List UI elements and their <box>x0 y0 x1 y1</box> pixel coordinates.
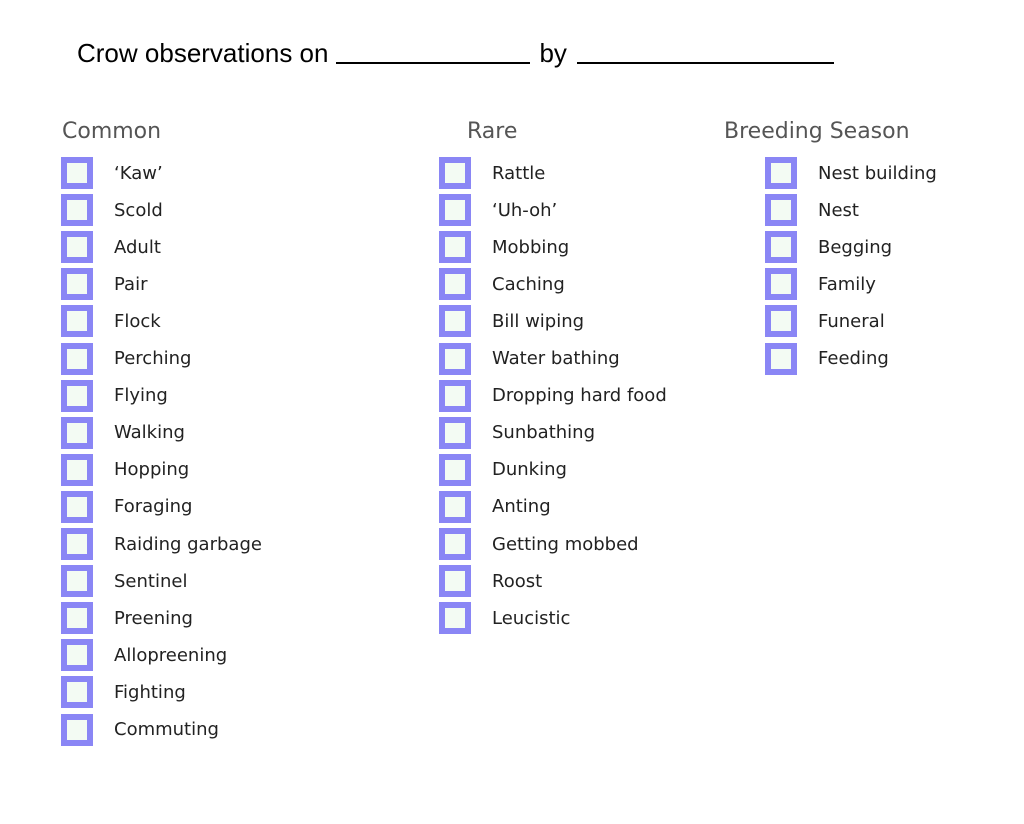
checklist-item-label: Foraging <box>114 496 193 518</box>
by-label: by <box>539 38 567 68</box>
checkbox[interactable] <box>61 157 93 189</box>
checklist-item[interactable] <box>439 491 551 523</box>
checklist-item-label: Hopping <box>114 459 190 481</box>
date-blank-field[interactable] <box>336 62 530 64</box>
checklist-item[interactable] <box>439 194 557 226</box>
checklist-item-label: Commuting <box>114 719 219 740</box>
checklist-item-label: Nest <box>818 199 859 221</box>
title-prefix: Crow observations on <box>77 38 329 68</box>
checklist-item[interactable] <box>439 380 667 412</box>
checkbox[interactable] <box>765 343 797 375</box>
checkbox[interactable] <box>439 194 471 226</box>
checklist-item[interactable] <box>61 343 191 375</box>
checklist-item-label: Scold <box>114 199 163 221</box>
checkbox[interactable] <box>439 343 471 375</box>
checkbox[interactable] <box>439 454 471 486</box>
checklist-item-label: Leucistic <box>492 607 571 629</box>
checklist-item-label: Dunking <box>492 459 567 481</box>
checklist-item-label: Feeding <box>818 348 889 369</box>
checklist-item[interactable] <box>439 157 545 189</box>
checklist-item[interactable] <box>439 343 620 375</box>
checklist-item-label: Raiding garbage <box>114 533 262 555</box>
checkbox[interactable] <box>61 417 93 449</box>
checkbox[interactable] <box>61 602 93 634</box>
checkbox[interactable] <box>439 491 471 523</box>
sheet-title <box>77 38 834 69</box>
checklist-item[interactable] <box>61 639 227 671</box>
checklist-item-label: ‘Uh-oh’ <box>492 199 558 221</box>
checklist-item-label: Bill wiping <box>492 310 585 332</box>
checklist-item[interactable] <box>61 194 163 226</box>
checklist-item[interactable] <box>61 491 192 523</box>
checklist-item-label: Fighting <box>114 681 186 703</box>
checklist-item[interactable] <box>765 157 937 189</box>
checklist-item[interactable] <box>61 528 262 560</box>
checklist-item-label: Begging <box>818 236 893 258</box>
checklist-item[interactable] <box>439 417 595 449</box>
checkbox[interactable] <box>439 231 471 263</box>
checklist-item-label: Adult <box>114 236 161 258</box>
checkbox[interactable] <box>61 639 93 671</box>
checkbox[interactable] <box>61 676 93 708</box>
checklist-item[interactable] <box>61 157 163 189</box>
checkbox[interactable] <box>439 305 471 337</box>
checklist-item[interactable] <box>439 305 584 337</box>
checkbox[interactable] <box>765 157 797 189</box>
observer-blank-field[interactable] <box>577 62 834 64</box>
checklist-item[interactable] <box>439 454 567 486</box>
checkbox[interactable] <box>61 565 93 597</box>
checklist-item-label: Mobbing <box>492 236 570 258</box>
checklist-item[interactable] <box>61 565 187 597</box>
checkbox[interactable] <box>439 565 471 597</box>
checklist-item[interactable] <box>439 528 639 560</box>
checklist-item[interactable] <box>765 194 859 226</box>
checklist-item-label: Preening <box>114 607 193 629</box>
column-heading-rare: Rare <box>467 119 518 144</box>
checklist-item[interactable] <box>61 454 189 486</box>
checkbox[interactable] <box>765 268 797 300</box>
checklist-item[interactable] <box>765 343 889 375</box>
checklist-item[interactable] <box>439 602 570 634</box>
checkbox[interactable] <box>61 491 93 523</box>
checklist-item[interactable] <box>765 268 876 300</box>
checklist-item-label: Getting mobbed <box>492 533 639 555</box>
checklist-item-label: Family <box>818 273 876 295</box>
column-heading-breeding-season: Breeding Season <box>724 119 910 144</box>
checkbox[interactable] <box>61 714 93 746</box>
checkbox[interactable] <box>765 305 797 337</box>
checklist-item-label: ‘Kaw’ <box>114 162 163 184</box>
checklist-item[interactable] <box>61 676 186 708</box>
checklist-item-label: Anting <box>492 496 551 518</box>
checkbox[interactable] <box>439 380 471 412</box>
checklist-item-label: Walking <box>114 422 185 444</box>
checklist-item-label: Caching <box>492 273 565 295</box>
checklist-item[interactable] <box>61 714 219 746</box>
checkbox[interactable] <box>61 454 93 486</box>
checklist-item-label: Flock <box>114 310 161 332</box>
checkbox[interactable] <box>61 305 93 337</box>
checklist-item[interactable] <box>61 231 161 263</box>
checkbox[interactable] <box>439 268 471 300</box>
checklist-item-label: Pair <box>114 273 148 295</box>
checkbox[interactable] <box>61 380 93 412</box>
checkbox[interactable] <box>439 417 471 449</box>
checklist-item[interactable] <box>765 305 885 337</box>
checklist-item-label: Dropping hard food <box>492 385 667 407</box>
checklist-item-label: Rattle <box>492 162 546 184</box>
checklist-item[interactable] <box>765 231 892 263</box>
checklist-item-label: Allopreening <box>114 644 228 666</box>
checklist-item[interactable] <box>439 565 542 597</box>
checklist-item[interactable] <box>61 268 147 300</box>
checkbox[interactable] <box>61 528 93 560</box>
checklist-item-label: Sentinel <box>114 570 188 592</box>
checkbox[interactable] <box>765 194 797 226</box>
checkbox[interactable] <box>439 157 471 189</box>
checklist-item-label: Nest building <box>818 162 937 184</box>
checkbox[interactable] <box>439 528 471 560</box>
checklist-item[interactable] <box>61 602 193 634</box>
checkbox[interactable] <box>61 268 93 300</box>
checkbox[interactable] <box>439 602 471 634</box>
checkbox[interactable] <box>61 194 93 226</box>
column-heading-common: Common <box>62 119 162 144</box>
checklist-item[interactable] <box>61 417 185 449</box>
checkbox[interactable] <box>61 231 93 263</box>
checklist-item-label: Water bathing <box>492 348 620 369</box>
checklist-item[interactable] <box>61 380 168 412</box>
checklist-item-label: Sunbathing <box>492 422 595 444</box>
checklist-item[interactable] <box>439 268 565 300</box>
checklist-item-label: Roost <box>492 570 543 592</box>
checkbox[interactable] <box>61 343 93 375</box>
checklist-item[interactable] <box>61 305 161 337</box>
checklist-item[interactable] <box>439 231 569 263</box>
checklist-item-label: Funeral <box>818 310 885 332</box>
checklist-item-label: Flying <box>114 385 168 407</box>
checklist-item-label: Perching <box>114 348 192 369</box>
checkbox[interactable] <box>765 231 797 263</box>
